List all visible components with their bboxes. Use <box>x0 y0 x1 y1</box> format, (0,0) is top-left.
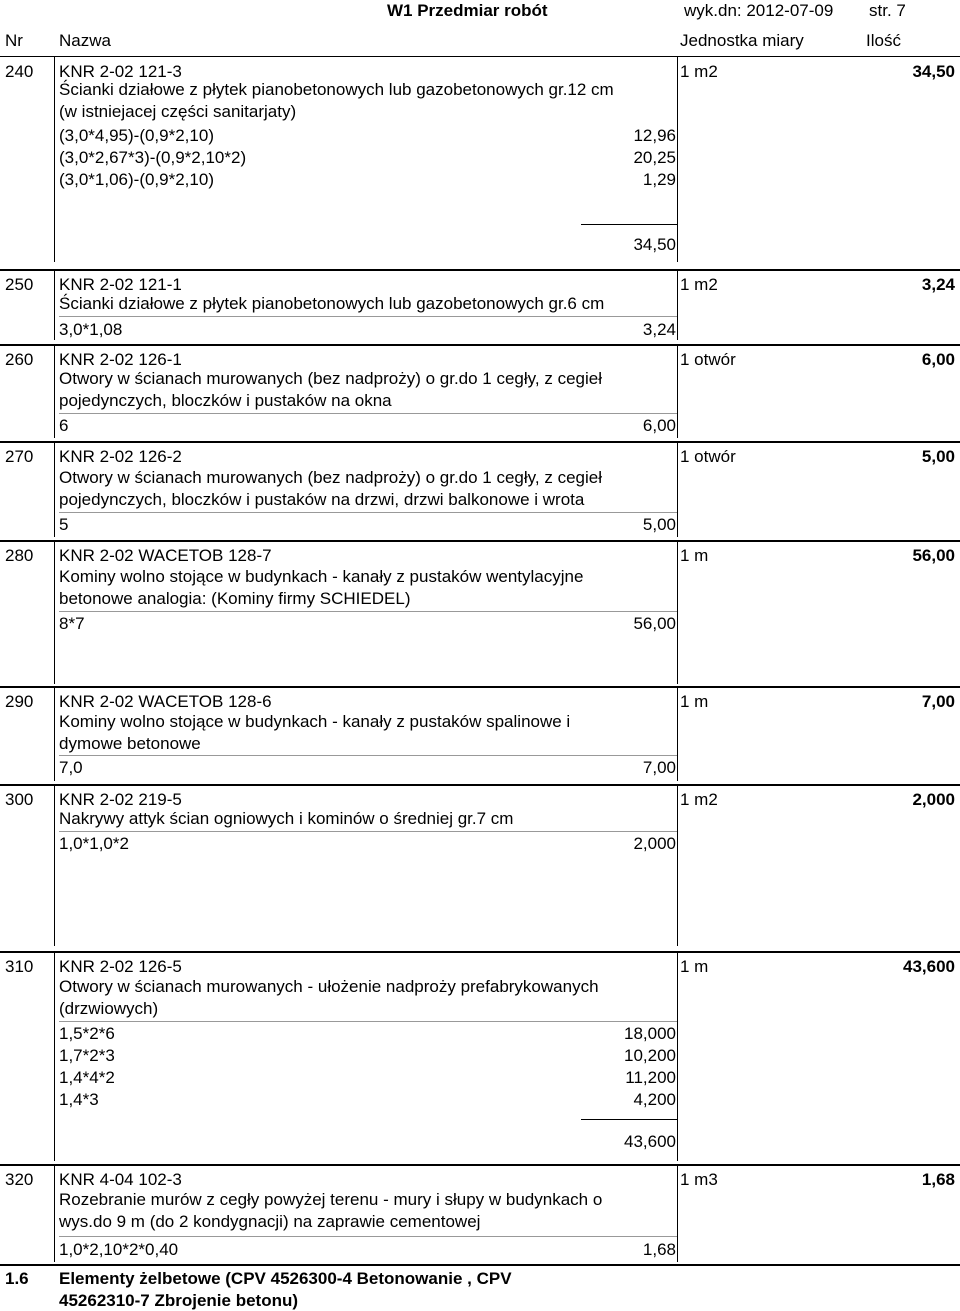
item-number: 240 <box>5 62 34 81</box>
column-divider <box>677 344 678 438</box>
item-description-line: dymowe betonowe <box>59 734 201 753</box>
item-description-line: Otwory w ścianach murowanych (bez nadproży) o gr.do 1 cegły, z cegieł <box>59 369 602 388</box>
column-divider <box>677 951 678 1161</box>
item-number: 310 <box>5 957 34 976</box>
calc-rule <box>59 611 677 612</box>
calc-value: 7,00 <box>642 758 676 777</box>
item-code: KNR 2-02 121-1 <box>59 275 182 294</box>
calc-sum: 34,50 <box>633 235 676 254</box>
item-number: 260 <box>5 350 34 369</box>
item-unit: 1 otwór <box>680 350 736 369</box>
calc-value: 4,200 <box>633 1090 676 1109</box>
item-code: KNR 2-02 126-5 <box>59 957 182 976</box>
calc-expression: (3,0*1,06)-(0,9*2,10) <box>59 170 214 189</box>
calc-value: 12,96 <box>633 126 676 145</box>
column-divider <box>677 269 678 340</box>
calc-value: 5,00 <box>642 515 676 534</box>
item-description-line: Rozebranie murów z cegły powyżej terenu - mury i słupy w budynkach o <box>59 1190 603 1209</box>
calc-rule <box>59 316 677 317</box>
column-divider <box>54 56 55 262</box>
column-divider <box>677 540 678 684</box>
column-divider <box>54 1164 55 1262</box>
calc-rule <box>59 413 677 414</box>
calc-expression: 6 <box>59 416 69 435</box>
calc-value: 11,200 <box>625 1068 676 1087</box>
item-separator <box>0 686 960 688</box>
calc-expression: 1,5*2*6 <box>59 1024 115 1043</box>
item-quantity: 7,00 <box>921 692 955 711</box>
item-code: KNR 2-02 WACETOB 128-6 <box>59 692 272 711</box>
column-header-unit: Jednostka miary <box>680 31 804 50</box>
item-code: KNR 2-02 121-3 <box>59 62 182 81</box>
item-code: KNR 4-04 102-3 <box>59 1170 182 1189</box>
calc-value: 10,200 <box>624 1046 676 1065</box>
column-divider <box>54 951 55 1161</box>
calc-expression: 1,0*2,10*2*0,40 <box>59 1240 179 1259</box>
item-unit: 1 m <box>680 692 709 711</box>
sum-rule <box>581 224 677 225</box>
item-description-line: pojedynczych, bloczków i pustaków na drzwi, drzwi balkonowe i wrota <box>59 490 585 509</box>
item-description-line: betonowe analogia: (Kominy firmy SCHIEDEL) <box>59 589 411 608</box>
column-divider <box>54 784 55 946</box>
column-divider <box>677 441 678 537</box>
item-separator <box>0 1164 960 1166</box>
section-title-line-1: Elementy żelbetowe (CPV 4526300-4 Betonowanie , CPV <box>59 1269 512 1288</box>
item-separator <box>0 784 960 786</box>
item-separator <box>0 951 960 953</box>
item-number: 280 <box>5 546 34 565</box>
item-description-line: Ścianki działowe z płytek pianobetonowych lub gazobetonowych gr.12 cm <box>59 80 614 99</box>
column-divider <box>54 269 55 340</box>
calc-expression: 5 <box>59 515 69 534</box>
calc-expression: 1,4*4*2 <box>59 1068 115 1087</box>
calc-value: 1,29 <box>642 170 676 189</box>
item-quantity: 6,00 <box>921 350 955 369</box>
sum-rule <box>581 1119 677 1120</box>
item-separator <box>0 56 960 57</box>
item-description-line: Otwory w ścianach murowanych - ułożenie nadproży prefabrykowanych <box>59 977 599 996</box>
item-unit: 1 m2 <box>680 62 718 81</box>
item-quantity: 1,68 <box>921 1170 955 1189</box>
item-number: 270 <box>5 447 34 466</box>
item-separator <box>0 269 960 271</box>
column-header-name: Nazwa <box>59 31 111 50</box>
item-description-line: Nakrywy attyk ścian ogniowych i kominów o średniej gr.7 cm <box>59 809 514 828</box>
column-divider <box>54 540 55 684</box>
calc-value: 6,00 <box>642 416 676 435</box>
item-unit: 1 otwór <box>680 447 736 466</box>
item-description-line: Ścianki działowe z płytek pianobetonowych lub gazobetonowych gr.6 cm <box>59 294 605 313</box>
calc-value: 2,000 <box>633 834 676 853</box>
calc-expression: 1,4*3 <box>59 1090 99 1109</box>
item-description-line: wys.do 9 m (do 2 kondygnacji) na zaprawie cementowej <box>59 1212 481 1231</box>
calc-expression: 7,0 <box>59 758 83 777</box>
document-title: W1 Przedmiar robót <box>387 1 548 20</box>
item-unit: 1 m2 <box>680 790 718 809</box>
item-quantity: 34,50 <box>912 62 955 81</box>
item-separator <box>0 540 960 542</box>
item-unit: 1 m2 <box>680 275 718 294</box>
item-separator <box>0 441 960 443</box>
column-divider <box>677 686 678 781</box>
calc-rule <box>59 831 677 832</box>
calc-rule <box>59 512 677 513</box>
calc-rule <box>59 755 677 756</box>
calc-expression: 1,7*2*3 <box>59 1046 115 1065</box>
calc-expression: 1,0*1,0*2 <box>59 834 129 853</box>
item-number: 320 <box>5 1170 34 1189</box>
item-quantity: 56,00 <box>912 546 955 565</box>
calc-expression: (3,0*4,95)-(0,9*2,10) <box>59 126 214 145</box>
item-description-line: (drzwiowych) <box>59 999 159 1018</box>
calc-expression: 3,0*1,08 <box>59 320 123 339</box>
calc-value: 56,00 <box>633 614 676 633</box>
calc-rule <box>59 1236 677 1237</box>
item-description-line: pojedynczych, bloczków i pustaków na okna <box>59 391 392 410</box>
item-code: KNR 2-02 WACETOB 128-7 <box>59 546 272 565</box>
item-number: 250 <box>5 275 34 294</box>
item-quantity: 5,00 <box>921 447 955 466</box>
column-divider <box>54 344 55 438</box>
item-number: 290 <box>5 692 34 711</box>
item-separator <box>0 344 960 346</box>
section-number: 1.6 <box>5 1269 29 1288</box>
item-quantity: 2,000 <box>912 790 955 809</box>
page-number: str. 7 <box>869 1 906 20</box>
calc-expression: 8*7 <box>59 614 85 633</box>
item-unit: 1 m <box>680 546 709 565</box>
column-header-nr: Nr <box>5 31 23 50</box>
calc-value: 18,000 <box>624 1024 676 1043</box>
column-header-qty: Ilość <box>866 31 901 50</box>
column-divider <box>677 56 678 262</box>
column-divider <box>54 686 55 781</box>
item-code: KNR 2-02 126-1 <box>59 350 182 369</box>
column-divider <box>677 1164 678 1262</box>
calc-sum: 43,600 <box>624 1132 676 1151</box>
calc-rule <box>59 1021 677 1022</box>
calc-value: 3,24 <box>642 320 676 339</box>
calc-value: 1,68 <box>642 1240 676 1259</box>
item-code: KNR 2-02 126-2 <box>59 447 182 466</box>
section-title-line-2: 45262310-7 Zbrojenie betonu) <box>59 1291 299 1310</box>
column-divider <box>54 441 55 537</box>
item-quantity: 3,24 <box>921 275 955 294</box>
item-separator <box>0 1264 960 1266</box>
item-code: KNR 2-02 219-5 <box>59 790 182 809</box>
item-unit: 1 m <box>680 957 709 976</box>
item-quantity: 43,600 <box>903 957 955 976</box>
item-description-line: Kominy wolno stojące w budynkach - kanały z pustaków spalinowe i <box>59 712 571 731</box>
item-description-line: Otwory w ścianach murowanych (bez nadproży) o gr.do 1 cegły, z cegieł <box>59 468 602 487</box>
item-description-line: (w istniejacej części sanitarjaty) <box>59 102 297 121</box>
item-description-line: Kominy wolno stojące w budynkach - kanały z pustaków wentylacyjne <box>59 567 584 586</box>
item-unit: 1 m3 <box>680 1170 718 1189</box>
calc-expression: (3,0*2,67*3)-(0,9*2,10*2) <box>59 148 247 167</box>
calc-value: 20,25 <box>633 148 676 167</box>
column-divider <box>677 784 678 946</box>
execution-date: wyk.dn: 2012-07-09 <box>684 1 834 20</box>
item-number: 300 <box>5 790 34 809</box>
